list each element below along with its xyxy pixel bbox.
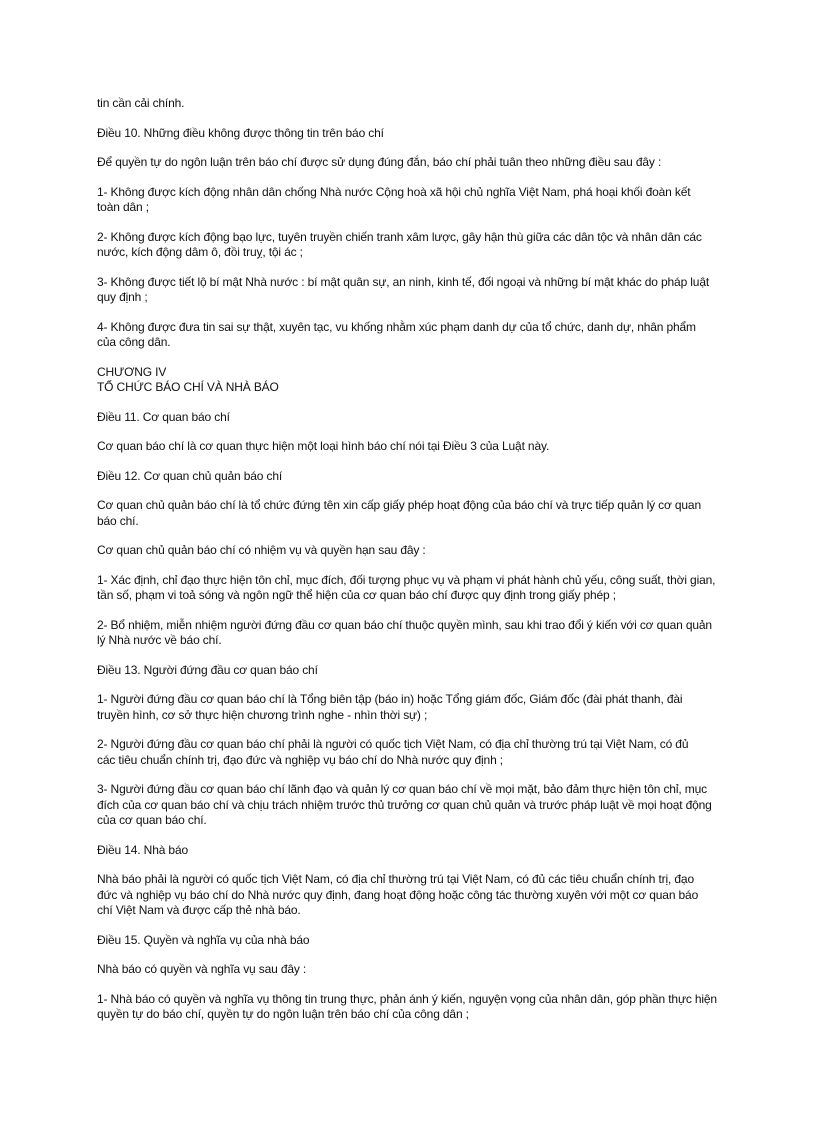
article-15-heading: Điều 15. Quyền và nghĩa vụ của nhà báo: [97, 932, 310, 947]
article-13-heading: Điều 13. Người đứng đầu cơ quan báo chí: [97, 662, 318, 677]
article-12-body: Cơ quan chủ quản báo chí là tổ chức đứng tên xin cấp giấy phép hoạt động của báo chí và trực tiếp quản lý cơ quan báo chí.: [97, 498, 701, 528]
document-page: [97, 96, 725, 1037]
article-12-item-1: 1- Xác định, chỉ đạo thực hiện tôn chỉ, mục đích, đối tượng phục vụ và phạm vi phát hành chủ yếu, công suất, thời gian, tần số, phạm vi toả sóng và ngôn ngữ thể hiện của cơ quan báo chí được quy định trong giấy phép ;: [97, 572, 716, 602]
article-11-body: Cơ quan báo chí là cơ quan thực hiện một loại hình báo chí nói tại Điều 3 của Luật này.: [97, 439, 550, 453]
article-10-heading: Điều 10. Những điều không được thông tin trên báo chí: [97, 125, 384, 140]
article-12-heading: Điều 12. Cơ quan chủ quản báo chí: [97, 468, 283, 483]
article-10-item-4: 4- Không được đưa tin sai sự thật, xuyên tạc, vu khống nhằm xúc phạm danh dự của tổ chức, danh dự, nhân phẩm của công dân.: [97, 319, 696, 349]
article-14-heading: Điều 14. Nhà báo: [97, 842, 188, 857]
article-15-intro: Nhà báo có quyền và nghĩa vụ sau đây :: [97, 962, 307, 976]
article-13-item-3: 3- Người đứng đầu cơ quan báo chí lãnh đạo và quản lý cơ quan báo chí về mọi mặt, bảo đảm thực hiện tôn chỉ, mục đích của cơ quan báo chí và chịu trách nhiệm trước thủ trưởng cơ quan chủ quản và trước pháp luật về mọi hoạt động của cơ quan báo chí.: [97, 782, 712, 827]
article-10-item-2: 2- Không được kích động bạo lực, tuyên truyền chiến tranh xâm lược, gây hận thù giữa các dân tộc và nhân dân các nước, kích động dâm ô, đồi truỵ, tội ác ;: [97, 229, 702, 259]
paragraph-continuation: tin cần cải chính.: [97, 96, 185, 110]
article-10-item-1: 1- Không được kích động nhân dân chống Nhà nước Cộng hoà xã hội chủ nghĩa Việt Nam, phá hoại khối đoàn kết toàn dân ;: [97, 184, 691, 214]
article-13-item-2: 2- Người đứng đầu cơ quan báo chí phải là người có quốc tịch Việt Nam, có địa chỉ thường trú tại Việt Nam, có đủ các tiêu chuẩn chính trị, đạo đức và nghiệp vụ báo chí do Nhà nước quy định ;: [97, 737, 689, 767]
article-15-item-1: 1- Nhà báo có quyền và nghĩa vụ thông tin trung thực, phản ánh ý kiến, nguyện vọng của nhân dân, góp phần thực hiện quyền tự do báo chí, quyền tự do ngôn luận trên báo chí của công dân ;: [97, 991, 717, 1021]
article-10-item-3: 3- Không được tiết lộ bí mật Nhà nước : bí mật quân sự, an ninh, kinh tế, đối ngoại và những bí mật khác do pháp luật quy định ;: [97, 274, 710, 304]
article-12-item-2: 2- Bổ nhiệm, miễn nhiệm người đứng đầu cơ quan báo chí thuộc quyền mình, sau khi trao đổi ý kiến với cơ quan quản lý Nhà nước về báo chí.: [97, 617, 712, 647]
article-12-intro: Cơ quan chủ quản báo chí có nhiệm vụ và quyền hạn sau đây :: [97, 543, 426, 557]
article-13-item-1: 1- Người đứng đầu cơ quan báo chí là Tổng biên tập (báo in) hoặc Tổng giám đốc, Giám đốc (đài phát thanh, đài truyền hình, cơ sở thực hiện chương trình nghe - nhìn thời sự) ;: [97, 692, 683, 722]
article-10-intro: Để quyền tự do ngôn luận trên báo chí được sử dụng đúng đắn, báo chí phải tuân theo những điều sau đây :: [97, 155, 662, 169]
article-14-body: Nhà báo phải là người có quốc tịch Việt Nam, có địa chỉ thường trú tại Việt Nam, có đủ các tiêu chuẩn chính trị, đạo đức và nghiệp vụ báo chí do Nhà nước quy định, đang hoạt động hoặc công tác thường xuyên với một cơ quan báo chí Việt Nam và được cấp thẻ nhà báo.: [97, 872, 699, 917]
chapter-4-heading: CHƯƠNG IV TỔ CHỨC BÁO CHÍ VÀ NHÀ BÁO: [97, 364, 279, 394]
article-11-heading: Điều 11. Cơ quan báo chí: [97, 409, 230, 424]
